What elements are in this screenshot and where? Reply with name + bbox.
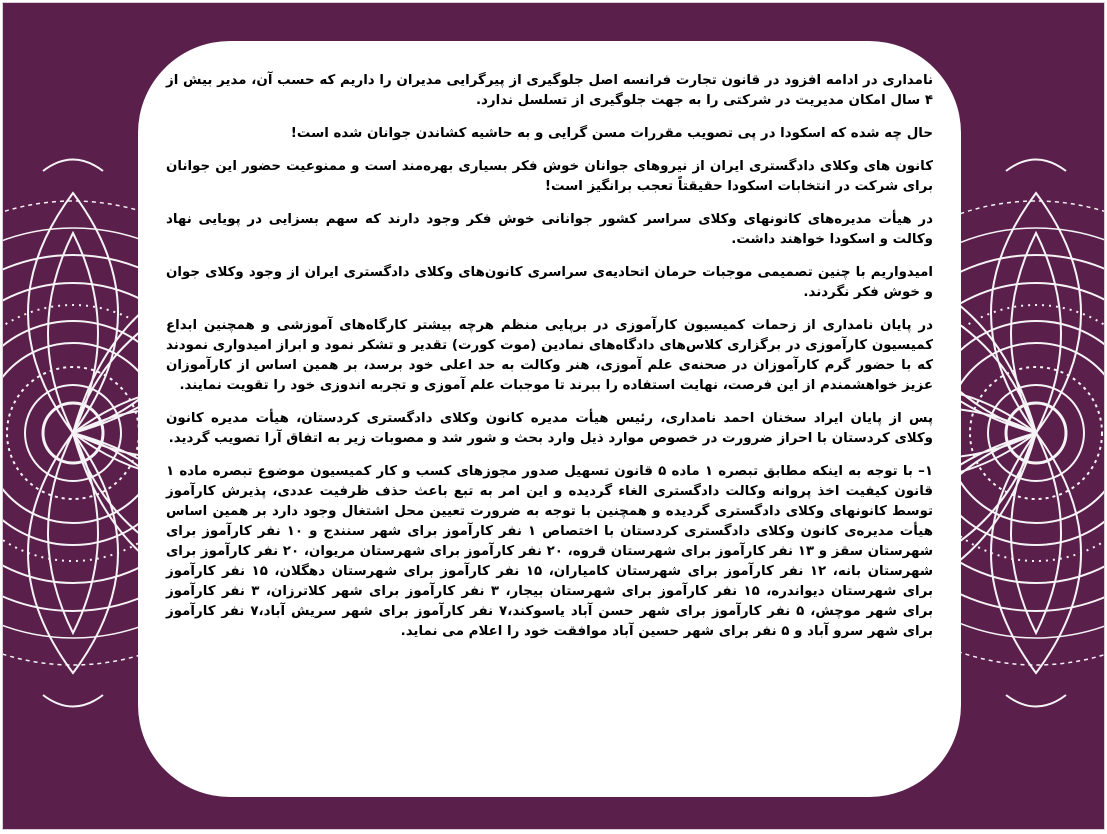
paragraph-3: کانون های وکلای دادگستری ایران از نیروهای جوانان خوش فکر بسیاری بهره‌مند است و ممنوعیت حضور این جوانان برای شرکت در انتخابات اسکودا حقیقتاً تعجب برانگیز است! [166, 159, 933, 194]
paragraph-8: ۱– با توجه به اینکه مطابق تبصره ۱ ماده ۵ قانون تسهیل صدور مجوزهای کسب و کار کمیسیون موضوع تبصره ماده ۱ قانون کیفیت اخذ پروانه وکالت دادگستری الغاء گردیده و این امر به تبع باعث حذف ظرفیت عددی، پذیرش کارآموز توسط کانونهای وکلای دادگستری گردیده و همچنین با توجه به ضرورت تعیین محل اشتغال وجود دارد بر همین اساس هیأت مدیره‌ی کانون وکلای دادگستری کردستان با اختصاص ۱ نفر کارآموز برای شهر سنندج و ۱۰ نفر کارآموز برای شهرستان سقز و ۱۳ نفر کارآموز برای شهرستان قروه، ۲۰ نفر کارآموز برای شهرستان مریوان، ۲۰ نفر کارآموز برای شهرستان بانه، ۱۲ نفر کارآموز برای شهرستان کامیاران، ۱۵ نفر کارآموز برای شهرستان دهگلان، ۱۵ نفر کارآموز برای شهرستان دیواندره، ۱۵ نفر کارآموز برای شهرستان بیجار، ۳ نفر کارآموز برای شهر کلاترزان، ۳ نفر کارآموز برای شهر موچش، ۵ نفر کارآموز برای شهر حسن آباد یاسوکند،۷ نفر کارآموز برای شهر سریش آباد،۷ نفر کارآموز برای شهر سرو آباد و ۵ نفر برای شهر حسین آباد موافقت خود را اعلام می نماید. [166, 464, 934, 639]
paragraph-1: نامداری در ادامه افزود در قانون تجارت فرانسه اصل جلوگیری از پیرگرایی مدیران را داریم که حسب آن، مدیر بیش از ۴ سال امکان مدیریت در شرکتی را به جهت جلوگیری از تسلسل ندارد. [166, 73, 933, 108]
text-card [138, 41, 961, 797]
paragraph-5: امیدواریم با چنین تصمیمی موجبات حرمان اتحادیه‌ی سراسری کانون‌های وکلای دادگستری ایران از وجود وکلای جوان و خوش فکر نگردند. [166, 265, 933, 300]
paragraph-4: در هیأت مدیره‌های کانونهای وکلای سراسر کشور جوانانی خوش فکر وجود دارند که سهم بسزایی در پویایی نهاد وکالت و اسکودا خواهند داشت. [166, 212, 933, 247]
paragraph-2: حال چه شده که اسکودا در پی تصویب مقررات مسن گرایی و به حاشیه کشاندن جوانان شده است! [290, 126, 933, 141]
article-body [166, 71, 933, 642]
paragraph-6: در پایان نامداری از زحمات کمیسیون کارآموزی در برپایی منظم هرچه بیشتر کارگاه‌های آموزشی و همچنین ابداع کمیسیون کارآموزی در برگزاری کلاس‌های دادگاه‌های نمادین (موت کورت) تقدیر و تشکر نمود و ابراز امیدواری نمودند که با حضور گرم کارآموزان در صحنه‌ی علم آموزی، هنر وکالت به حد اعلی خود برسد، بر همین اساس از کارآموزان عزیز خواهشمندم از این فرصت، نهایت استفاده را ببرند تا موجبات علم آموزی و تجربه اندوزی خود را تقویت نمایند. [166, 318, 933, 393]
slide [2, 2, 1105, 830]
paragraph-7: پس از پایان ایراد سخنان احمد نامداری، رئیس هیأت مدیره کانون وکلای دادگستری کردستان، هیأت مدیره کانون وکلای کردستان با احراز ضرورت در خصوص موارد ذیل وارد بحث و شور شد و مصوبات زیر به اتفاق آرا تصویب گردید. [166, 411, 933, 446]
